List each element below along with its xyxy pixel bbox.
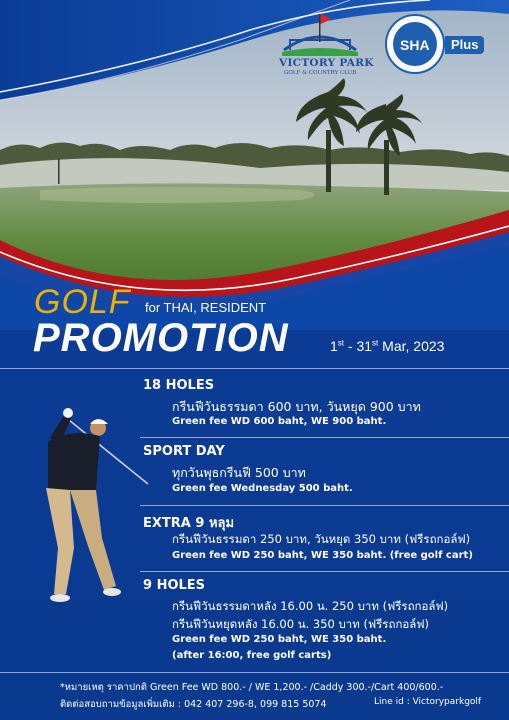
footer-line-id: Line id : Victoryparkgolf [374,697,482,707]
divider-footer [0,672,509,673]
section-extra-9-english: Green fee WD 250 baht, WE 350 baht. (free golf cart) [172,550,473,561]
section-title-sport-day: SPORT DAY [143,444,225,459]
sha-plus-badge [385,14,495,78]
section-title-18-holes: 18 HOLES [143,378,215,393]
date-separator: - 31 [344,338,373,354]
section-extra-9-thai: กรีนฟีวันธรรมดา 250 บาท, วันหยุด 350 บาท (ฟรีรถกอล์ฟ) [172,532,471,546]
date-start: 1 [330,338,338,354]
divider-top [0,368,509,369]
heading-promotion: PROMOTION [33,316,289,360]
sha-seal-icon [385,14,445,74]
divider-2 [140,505,509,506]
section-9-holes-english: Green fee WD 250 baht, WE 350 baht. [172,634,387,645]
heading-for-thai-resident: for THAI, RESIDENT [145,300,267,315]
footer-contact: ติดต่อสอบถามข้อมูลเพิ่มเติม : 042 407 296-8, 099 815 5074 [60,699,327,710]
footer-note: *หมายเหตุ ราคาปกติ Green Fee WD 800.- / WE 1,200.- /Caddy 300.-/Cart 400/600.- [60,682,444,693]
logo-subtitle: GOLF & COUNTRY CLUB [284,70,357,76]
promotion-date-range [330,338,444,354]
sha-label: SHA [400,37,430,53]
logo-name: VICTORY PARK [279,57,374,69]
section-sport-day-thai: ทุกวันพุธกรีนฟี 500 บาท [172,465,306,480]
section-9-holes-thai-weekend: กรีนฟีวันหยุดหลัง 16.00 น. 350 บาท (ฟรีรถกอล์ฟ) [172,617,429,631]
section-title-9-holes: 9 HOLES [143,578,206,593]
date-end-suffix: st [372,338,379,348]
sha-plus-label: Plus [445,36,484,54]
victory-park-logo [276,10,374,78]
section-9-holes-english-note: (after 16:00, free golf carts) [172,650,332,661]
section-title-extra-9: EXTRA 9 หลุม [143,516,235,531]
section-9-holes-thai-weekday: กรีนฟีวันธรรมดาหลัง 16.00 น. 250 บาท (ฟรีรถกอล์ฟ) [172,599,449,613]
heading-golf: GOLF [34,283,131,321]
golfer-image [30,398,150,618]
date-rest: Mar, 2023 [378,338,445,354]
clubhouse-flag-icon [276,10,364,56]
section-18-holes-thai: กรีนฟีวันธรรมดา 600 บาท, วันหยุด 900 บาท [172,399,421,414]
divider-1 [140,437,509,438]
divider-3 [140,571,509,572]
date-start-suffix: st [337,338,345,348]
section-sport-day-english: Green fee Wednesday 500 baht. [172,483,353,494]
section-18-holes-english: Green fee WD 600 baht, WE 900 baht. [172,416,387,427]
